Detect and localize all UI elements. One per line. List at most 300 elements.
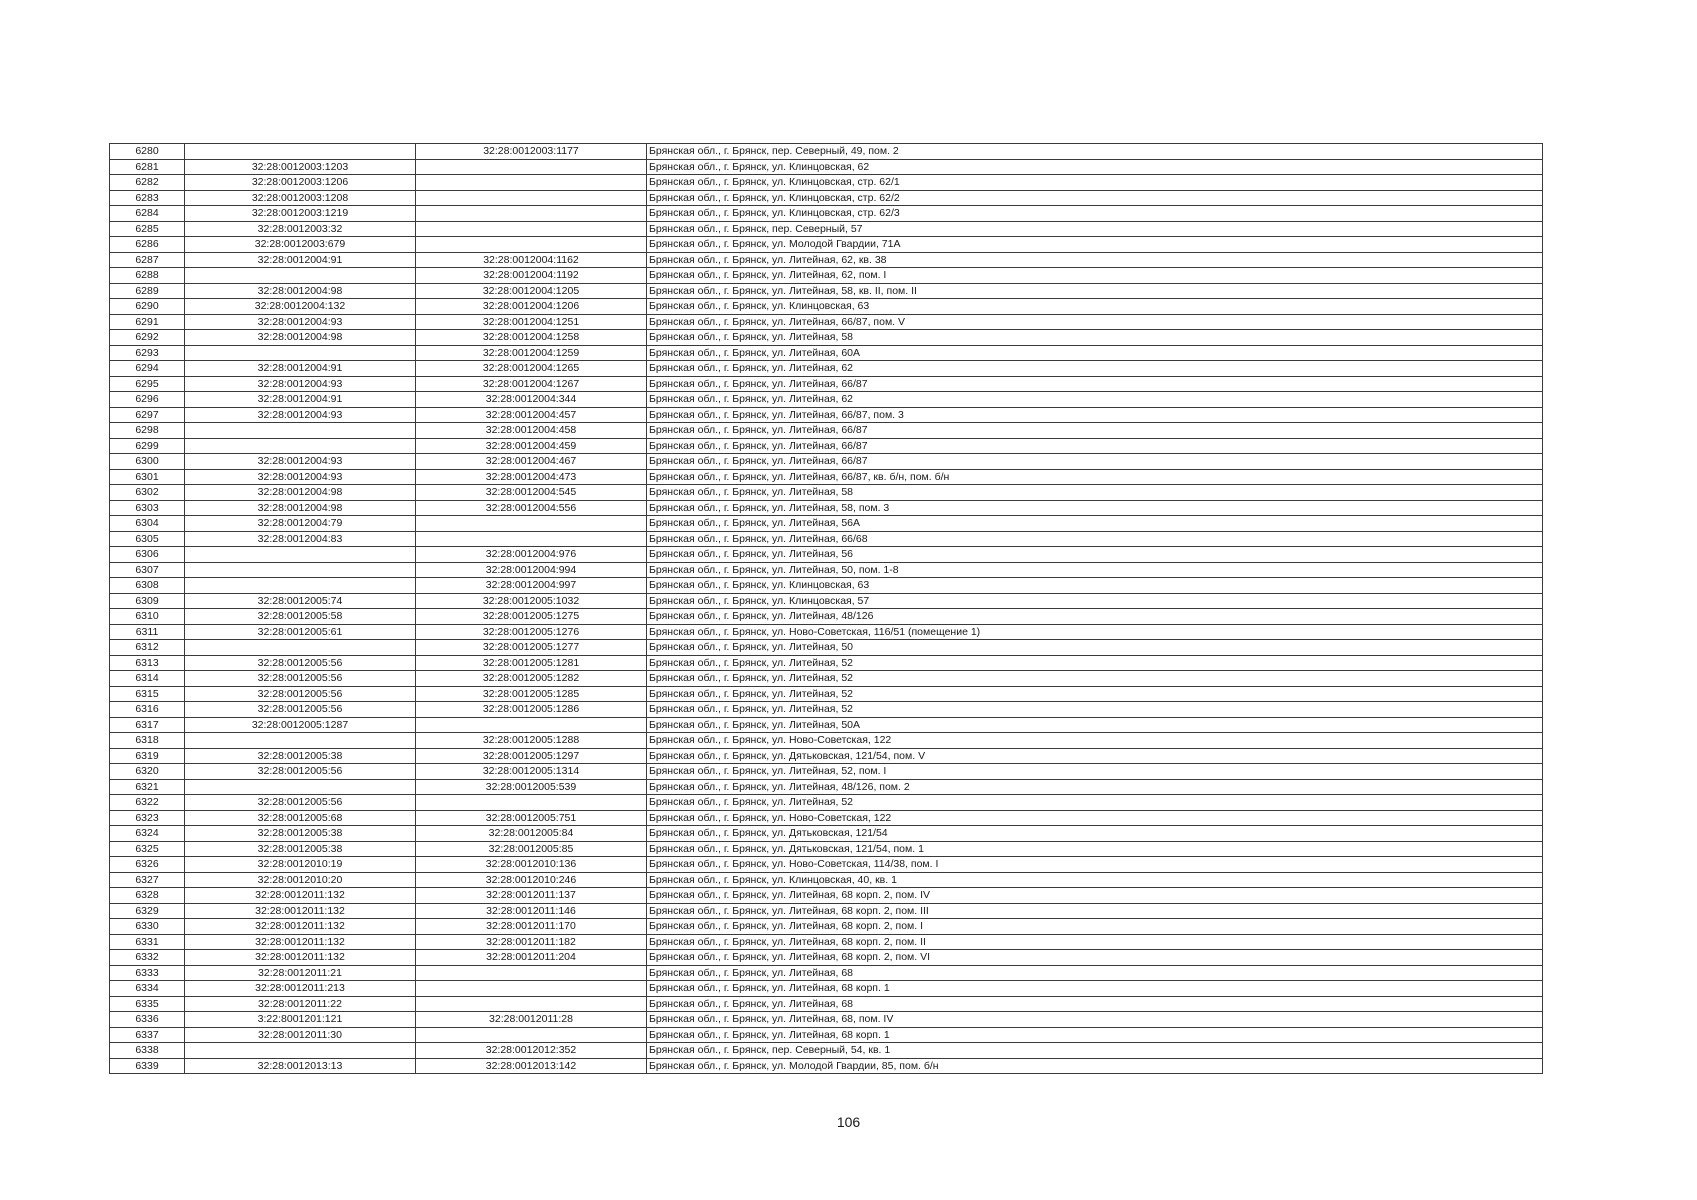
parcel-cadastral-number-cell: 32:28:0012004:91 [185, 361, 416, 377]
address-cell: Брянская обл., г. Брянск, ул. Литейная, 68 корп. 1 [647, 981, 1543, 997]
row-number-cell: 6319 [110, 748, 185, 764]
table-row [110, 516, 1543, 532]
row-number-cell: 6323 [110, 810, 185, 826]
row-number-cell: 6291 [110, 314, 185, 330]
parcel-cadastral-number-cell: 32:28:0012005:56 [185, 671, 416, 687]
table-row [110, 531, 1543, 547]
object-cadastral-number-cell: 32:28:0012011:146 [416, 903, 647, 919]
table-row [110, 872, 1543, 888]
table-row [110, 624, 1543, 640]
table-row [110, 1012, 1543, 1028]
table-row [110, 562, 1543, 578]
table-row [110, 485, 1543, 501]
table-row [110, 175, 1543, 191]
parcel-cadastral-number-cell [185, 1043, 416, 1059]
row-number-cell: 6313 [110, 655, 185, 671]
address-cell: Брянская обл., г. Брянск, пер. Северный, 49, пом. 2 [647, 144, 1543, 160]
object-cadastral-number-cell [416, 159, 647, 175]
row-number-cell: 6335 [110, 996, 185, 1012]
parcel-cadastral-number-cell: 32:28:0012005:1287 [185, 717, 416, 733]
parcel-cadastral-number-cell: 32:28:0012005:58 [185, 609, 416, 625]
table-row [110, 1027, 1543, 1043]
row-number-cell: 6308 [110, 578, 185, 594]
parcel-cadastral-number-cell [185, 733, 416, 749]
address-cell: Брянская обл., г. Брянск, ул. Дятьковская, 121/54 [647, 826, 1543, 842]
object-cadastral-number-cell: 32:28:0012005:85 [416, 841, 647, 857]
object-cadastral-number-cell: 32:28:0012004:976 [416, 547, 647, 563]
table-row [110, 237, 1543, 253]
row-number-cell: 6337 [110, 1027, 185, 1043]
row-number-cell: 6296 [110, 392, 185, 408]
object-cadastral-number-cell: 32:28:0012004:1251 [416, 314, 647, 330]
table-row [110, 283, 1543, 299]
table-row [110, 345, 1543, 361]
row-number-cell: 6310 [110, 609, 185, 625]
table-row [110, 919, 1543, 935]
row-number-cell: 6299 [110, 438, 185, 454]
object-cadastral-number-cell: 32:28:0012004:1258 [416, 330, 647, 346]
row-number-cell: 6300 [110, 454, 185, 470]
address-cell: Брянская обл., г. Брянск, ул. Литейная, 48/126, пом. 2 [647, 779, 1543, 795]
address-cell: Брянская обл., г. Брянск, ул. Литейная, 68 [647, 996, 1543, 1012]
object-cadastral-number-cell [416, 965, 647, 981]
address-cell: Брянская обл., г. Брянск, ул. Литейная, 66/87 [647, 376, 1543, 392]
address-cell: Брянская обл., г. Брянск, ул. Литейная, 52 [647, 655, 1543, 671]
table-row [110, 733, 1543, 749]
row-number-cell: 6315 [110, 686, 185, 702]
object-cadastral-number-cell: 32:28:0012004:459 [416, 438, 647, 454]
row-number-cell: 6309 [110, 593, 185, 609]
row-number-cell: 6289 [110, 283, 185, 299]
parcel-cadastral-number-cell: 32:28:0012013:13 [185, 1058, 416, 1074]
table-row [110, 578, 1543, 594]
object-cadastral-number-cell: 32:28:0012011:28 [416, 1012, 647, 1028]
parcel-cadastral-number-cell: 32:28:0012011:21 [185, 965, 416, 981]
parcel-cadastral-number-cell: 32:28:0012004:93 [185, 314, 416, 330]
parcel-cadastral-number-cell: 32:28:0012004:93 [185, 376, 416, 392]
parcel-cadastral-number-cell: 32:28:0012004:91 [185, 252, 416, 268]
parcel-cadastral-number-cell: 32:28:0012004:98 [185, 500, 416, 516]
table-row [110, 190, 1543, 206]
object-cadastral-number-cell: 32:28:0012005:1297 [416, 748, 647, 764]
parcel-cadastral-number-cell: 32:28:0012010:20 [185, 872, 416, 888]
table-row [110, 547, 1543, 563]
address-cell: Брянская обл., г. Брянск, ул. Литейная, 52, пом. I [647, 764, 1543, 780]
parcel-cadastral-number-cell: 32:28:0012004:79 [185, 516, 416, 532]
address-cell: Брянская обл., г. Брянск, ул. Литейная, 56А [647, 516, 1543, 532]
address-cell: Брянская обл., г. Брянск, ул. Дятьковская, 121/54, пом. V [647, 748, 1543, 764]
row-number-cell: 6294 [110, 361, 185, 377]
row-number-cell: 6290 [110, 299, 185, 315]
parcel-cadastral-number-cell: 32:28:0012005:61 [185, 624, 416, 640]
table-row [110, 1058, 1543, 1074]
parcel-cadastral-number-cell [185, 547, 416, 563]
address-cell: Брянская обл., г. Брянск, ул. Дятьковская, 121/54, пом. 1 [647, 841, 1543, 857]
object-cadastral-number-cell: 32:28:0012010:136 [416, 857, 647, 873]
address-cell: Брянская обл., г. Брянск, ул. Литейная, 58 [647, 485, 1543, 501]
object-cadastral-number-cell [416, 206, 647, 222]
address-cell: Брянская обл., г. Брянск, ул. Ново-Советская, 116/51 (помещение 1) [647, 624, 1543, 640]
row-number-cell: 6326 [110, 857, 185, 873]
address-cell: Брянская обл., г. Брянск, ул. Литейная, 50А [647, 717, 1543, 733]
object-cadastral-number-cell: 32:28:0012005:1288 [416, 733, 647, 749]
object-cadastral-number-cell: 32:28:0012005:751 [416, 810, 647, 826]
address-cell: Брянская обл., г. Брянск, ул. Клинцовская, 40, кв. 1 [647, 872, 1543, 888]
row-number-cell: 6331 [110, 934, 185, 950]
address-cell: Брянская обл., г. Брянск, ул. Литейная, 62 [647, 361, 1543, 377]
row-number-cell: 6338 [110, 1043, 185, 1059]
object-cadastral-number-cell: 32:28:0012005:1286 [416, 702, 647, 718]
table-row [110, 748, 1543, 764]
row-number-cell: 6330 [110, 919, 185, 935]
parcel-cadastral-number-cell [185, 562, 416, 578]
address-cell: Брянская обл., г. Брянск, ул. Клинцовская, стр. 62/2 [647, 190, 1543, 206]
address-cell: Брянская обл., г. Брянск, ул. Литейная, 66/87 [647, 454, 1543, 470]
table-row [110, 392, 1543, 408]
object-cadastral-number-cell: 32:28:0012004:1267 [416, 376, 647, 392]
row-number-cell: 6321 [110, 779, 185, 795]
parcel-cadastral-number-cell: 32:28:0012011:132 [185, 950, 416, 966]
row-number-cell: 6325 [110, 841, 185, 857]
table-row [110, 423, 1543, 439]
parcel-cadastral-number-cell: 32:28:0012005:56 [185, 795, 416, 811]
table-row [110, 903, 1543, 919]
row-number-cell: 6327 [110, 872, 185, 888]
address-cell: Брянская обл., г. Брянск, ул. Литейная, 66/87 [647, 438, 1543, 454]
row-number-cell: 6288 [110, 268, 185, 284]
address-cell: Брянская обл., г. Брянск, ул. Клинцовская, 57 [647, 593, 1543, 609]
address-cell: Брянская обл., г. Брянск, пер. Северный, 57 [647, 221, 1543, 237]
table-row [110, 454, 1543, 470]
table-row [110, 857, 1543, 873]
object-cadastral-number-cell [416, 1027, 647, 1043]
object-cadastral-number-cell: 32:28:0012011:137 [416, 888, 647, 904]
table-row [110, 144, 1543, 160]
table-row [110, 376, 1543, 392]
table-row [110, 686, 1543, 702]
object-cadastral-number-cell: 32:28:0012005:1276 [416, 624, 647, 640]
object-cadastral-number-cell: 32:28:0012011:182 [416, 934, 647, 950]
table-row [110, 934, 1543, 950]
object-cadastral-number-cell: 32:28:0012004:467 [416, 454, 647, 470]
address-cell: Брянская обл., г. Брянск, ул. Ново-Советская, 114/38, пом. I [647, 857, 1543, 873]
row-number-cell: 6283 [110, 190, 185, 206]
object-cadastral-number-cell: 32:28:0012004:457 [416, 407, 647, 423]
address-cell: Брянская обл., г. Брянск, ул. Литейная, 52 [647, 795, 1543, 811]
row-number-cell: 6298 [110, 423, 185, 439]
object-cadastral-number-cell [416, 795, 647, 811]
address-cell: Брянская обл., г. Брянск, ул. Литейная, 68 корп. 2, пом. II [647, 934, 1543, 950]
object-cadastral-number-cell [416, 237, 647, 253]
table-row [110, 159, 1543, 175]
row-number-cell: 6301 [110, 469, 185, 485]
object-cadastral-number-cell: 32:28:0012005:539 [416, 779, 647, 795]
row-number-cell: 6307 [110, 562, 185, 578]
object-cadastral-number-cell: 32:28:0012004:473 [416, 469, 647, 485]
row-number-cell: 6316 [110, 702, 185, 718]
table-row [110, 299, 1543, 315]
row-number-cell: 6336 [110, 1012, 185, 1028]
row-number-cell: 6339 [110, 1058, 185, 1074]
address-cell: Брянская обл., г. Брянск, ул. Молодой Гвардии, 71А [647, 237, 1543, 253]
table-row [110, 268, 1543, 284]
parcel-cadastral-number-cell: 32:28:0012005:38 [185, 826, 416, 842]
table-row [110, 593, 1543, 609]
row-number-cell: 6302 [110, 485, 185, 501]
parcel-cadastral-number-cell: 32:28:0012011:132 [185, 888, 416, 904]
table-row [110, 841, 1543, 857]
parcel-cadastral-number-cell: 32:28:0012004:83 [185, 531, 416, 547]
address-cell: Брянская обл., г. Брянск, ул. Литейная, 52 [647, 702, 1543, 718]
object-cadastral-number-cell: 32:28:0012005:1281 [416, 655, 647, 671]
table-row [110, 206, 1543, 222]
row-number-cell: 6317 [110, 717, 185, 733]
object-cadastral-number-cell [416, 531, 647, 547]
parcel-cadastral-number-cell: 32:28:0012005:38 [185, 841, 416, 857]
table-row [110, 655, 1543, 671]
object-cadastral-number-cell: 32:28:0012004:1206 [416, 299, 647, 315]
address-cell: Брянская обл., г. Брянск, ул. Литейная, 68 корп. 2, пом. VI [647, 950, 1543, 966]
parcel-cadastral-number-cell [185, 779, 416, 795]
cadastral-register-table [109, 143, 1543, 1074]
row-number-cell: 6332 [110, 950, 185, 966]
parcel-cadastral-number-cell: 32:28:0012005:56 [185, 702, 416, 718]
row-number-cell: 6303 [110, 500, 185, 516]
parcel-cadastral-number-cell: 32:28:0012004:93 [185, 469, 416, 485]
address-cell: Брянская обл., г. Брянск, ул. Литейная, 50 [647, 640, 1543, 656]
table-row [110, 779, 1543, 795]
row-number-cell: 6287 [110, 252, 185, 268]
address-cell: Брянская обл., г. Брянск, ул. Литейная, 68 корп. 2, пом. III [647, 903, 1543, 919]
parcel-cadastral-number-cell [185, 268, 416, 284]
table-row [110, 702, 1543, 718]
parcel-cadastral-number-cell: 32:28:0012004:93 [185, 407, 416, 423]
address-cell: Брянская обл., г. Брянск, ул. Литейная, 68 корп. 2, пом. IV [647, 888, 1543, 904]
row-number-cell: 6334 [110, 981, 185, 997]
object-cadastral-number-cell: 32:28:0012005:84 [416, 826, 647, 842]
parcel-cadastral-number-cell: 32:28:0012011:30 [185, 1027, 416, 1043]
row-number-cell: 6281 [110, 159, 185, 175]
address-cell: Брянская обл., г. Брянск, ул. Ново-Советская, 122 [647, 810, 1543, 826]
row-number-cell: 6324 [110, 826, 185, 842]
parcel-cadastral-number-cell: 32:28:0012004:98 [185, 330, 416, 346]
row-number-cell: 6293 [110, 345, 185, 361]
parcel-cadastral-number-cell: 32:28:0012005:56 [185, 764, 416, 780]
table-row [110, 981, 1543, 997]
table-row [110, 795, 1543, 811]
parcel-cadastral-number-cell: 32:28:0012011:132 [185, 934, 416, 950]
row-number-cell: 6285 [110, 221, 185, 237]
object-cadastral-number-cell: 32:28:0012010:246 [416, 872, 647, 888]
table-body [110, 144, 1543, 1074]
table-row [110, 221, 1543, 237]
table-row [110, 764, 1543, 780]
address-cell: Брянская обл., г. Брянск, ул. Литейная, 62, пом. I [647, 268, 1543, 284]
address-cell: Брянская обл., г. Брянск, ул. Клинцовская, 63 [647, 578, 1543, 594]
address-cell: Брянская обл., г. Брянск, ул. Ново-Советская, 122 [647, 733, 1543, 749]
table-row [110, 330, 1543, 346]
address-cell: Брянская обл., г. Брянск, ул. Литейная, 58 [647, 330, 1543, 346]
address-cell: Брянская обл., г. Брянск, ул. Литейная, 58, пом. 3 [647, 500, 1543, 516]
object-cadastral-number-cell: 32:28:0012005:1032 [416, 593, 647, 609]
parcel-cadastral-number-cell: 32:28:0012005:56 [185, 686, 416, 702]
parcel-cadastral-number-cell: 32:28:0012003:1208 [185, 190, 416, 206]
parcel-cadastral-number-cell: 32:28:0012011:132 [185, 919, 416, 935]
address-cell: Брянская обл., г. Брянск, ул. Литейная, 66/87 [647, 423, 1543, 439]
parcel-cadastral-number-cell: 3:22:8001201:121 [185, 1012, 416, 1028]
parcel-cadastral-number-cell: 32:28:0012004:93 [185, 454, 416, 470]
table-row [110, 950, 1543, 966]
address-cell: Брянская обл., г. Брянск, ул. Литейная, 50, пом. 1-8 [647, 562, 1543, 578]
object-cadastral-number-cell: 32:28:0012005:1282 [416, 671, 647, 687]
table-row [110, 640, 1543, 656]
parcel-cadastral-number-cell: 32:28:0012011:213 [185, 981, 416, 997]
object-cadastral-number-cell: 32:28:0012005:1314 [416, 764, 647, 780]
parcel-cadastral-number-cell: 32:28:0012004:91 [185, 392, 416, 408]
object-cadastral-number-cell: 32:28:0012012:352 [416, 1043, 647, 1059]
row-number-cell: 6305 [110, 531, 185, 547]
parcel-cadastral-number-cell: 32:28:0012005:38 [185, 748, 416, 764]
parcel-cadastral-number-cell [185, 640, 416, 656]
row-number-cell: 6328 [110, 888, 185, 904]
address-cell: Брянская обл., г. Брянск, ул. Клинцовская, 62 [647, 159, 1543, 175]
object-cadastral-number-cell: 32:28:0012004:1265 [416, 361, 647, 377]
address-cell: Брянская обл., г. Брянск, ул. Литейная, 56 [647, 547, 1543, 563]
object-cadastral-number-cell: 32:28:0012003:1177 [416, 144, 647, 160]
address-cell: Брянская обл., г. Брянск, пер. Северный, 54, кв. 1 [647, 1043, 1543, 1059]
parcel-cadastral-number-cell: 32:28:0012004:98 [185, 485, 416, 501]
object-cadastral-number-cell: 32:28:0012005:1285 [416, 686, 647, 702]
object-cadastral-number-cell [416, 981, 647, 997]
address-cell: Брянская обл., г. Брянск, ул. Литейная, 62 [647, 392, 1543, 408]
parcel-cadastral-number-cell: 32:28:0012004:98 [185, 283, 416, 299]
table-row [110, 996, 1543, 1012]
parcel-cadastral-number-cell: 32:28:0012003:1206 [185, 175, 416, 191]
address-cell: Брянская обл., г. Брянск, ул. Литейная, 48/126 [647, 609, 1543, 625]
parcel-cadastral-number-cell: 32:28:0012005:56 [185, 655, 416, 671]
row-number-cell: 6284 [110, 206, 185, 222]
table-row [110, 438, 1543, 454]
parcel-cadastral-number-cell: 32:28:0012003:1219 [185, 206, 416, 222]
table-row [110, 671, 1543, 687]
table-row [110, 965, 1543, 981]
parcel-cadastral-number-cell [185, 578, 416, 594]
table-row [110, 826, 1543, 842]
row-number-cell: 6333 [110, 965, 185, 981]
row-number-cell: 6306 [110, 547, 185, 563]
table-row [110, 717, 1543, 733]
address-cell: Брянская обл., г. Брянск, ул. Литейная, 68 [647, 965, 1543, 981]
row-number-cell: 6295 [110, 376, 185, 392]
object-cadastral-number-cell: 32:28:0012004:1162 [416, 252, 647, 268]
object-cadastral-number-cell: 32:28:0012004:556 [416, 500, 647, 516]
parcel-cadastral-number-cell: 32:28:0012003:32 [185, 221, 416, 237]
object-cadastral-number-cell: 32:28:0012011:170 [416, 919, 647, 935]
object-cadastral-number-cell: 32:28:0012004:1192 [416, 268, 647, 284]
table-row [110, 314, 1543, 330]
address-cell: Брянская обл., г. Брянск, ул. Молодой Гвардии, 85, пом. б/н [647, 1058, 1543, 1074]
page-number: 106 [836, 1114, 861, 1130]
object-cadastral-number-cell: 32:28:0012005:1275 [416, 609, 647, 625]
object-cadastral-number-cell [416, 190, 647, 206]
address-cell: Брянская обл., г. Брянск, ул. Литейная, 66/87, пом. 3 [647, 407, 1543, 423]
object-cadastral-number-cell [416, 221, 647, 237]
table-row [110, 469, 1543, 485]
table-row [110, 1043, 1543, 1059]
parcel-cadastral-number-cell: 32:28:0012011:132 [185, 903, 416, 919]
table-row [110, 810, 1543, 826]
row-number-cell: 6297 [110, 407, 185, 423]
object-cadastral-number-cell [416, 175, 647, 191]
parcel-cadastral-number-cell: 32:28:0012011:22 [185, 996, 416, 1012]
parcel-cadastral-number-cell: 32:28:0012005:68 [185, 810, 416, 826]
row-number-cell: 6314 [110, 671, 185, 687]
object-cadastral-number-cell: 32:28:0012004:994 [416, 562, 647, 578]
row-number-cell: 6322 [110, 795, 185, 811]
object-cadastral-number-cell [416, 996, 647, 1012]
table-row [110, 609, 1543, 625]
object-cadastral-number-cell: 32:28:0012004:344 [416, 392, 647, 408]
parcel-cadastral-number-cell: 32:28:0012010:19 [185, 857, 416, 873]
address-cell: Брянская обл., г. Брянск, ул. Литейная, 58, кв. II, пом. II [647, 283, 1543, 299]
object-cadastral-number-cell: 32:28:0012013:142 [416, 1058, 647, 1074]
address-cell: Брянская обл., г. Брянск, ул. Литейная, 66/87, кв. б/н, пом. б/н [647, 469, 1543, 485]
address-cell: Брянская обл., г. Брянск, ул. Литейная, 52 [647, 671, 1543, 687]
parcel-cadastral-number-cell: 32:28:0012004:132 [185, 299, 416, 315]
parcel-cadastral-number-cell [185, 423, 416, 439]
address-cell: Брянская обл., г. Брянск, ул. Клинцовская, стр. 62/3 [647, 206, 1543, 222]
row-number-cell: 6292 [110, 330, 185, 346]
table-row [110, 407, 1543, 423]
object-cadastral-number-cell [416, 516, 647, 532]
table-row [110, 361, 1543, 377]
address-cell: Брянская обл., г. Брянск, ул. Литейная, 68 корп. 1 [647, 1027, 1543, 1043]
row-number-cell: 6286 [110, 237, 185, 253]
object-cadastral-number-cell: 32:28:0012004:458 [416, 423, 647, 439]
object-cadastral-number-cell [416, 717, 647, 733]
row-number-cell: 6311 [110, 624, 185, 640]
table-row [110, 500, 1543, 516]
object-cadastral-number-cell: 32:28:0012004:997 [416, 578, 647, 594]
address-cell: Брянская обл., г. Брянск, ул. Литейная, 62, кв. 38 [647, 252, 1543, 268]
parcel-cadastral-number-cell [185, 144, 416, 160]
row-number-cell: 6329 [110, 903, 185, 919]
object-cadastral-number-cell: 32:28:0012005:1277 [416, 640, 647, 656]
row-number-cell: 6282 [110, 175, 185, 191]
parcel-cadastral-number-cell: 32:28:0012003:1203 [185, 159, 416, 175]
object-cadastral-number-cell: 32:28:0012004:1205 [416, 283, 647, 299]
address-cell: Брянская обл., г. Брянск, ул. Клинцовская, 63 [647, 299, 1543, 315]
address-cell: Брянская обл., г. Брянск, ул. Литейная, 66/68 [647, 531, 1543, 547]
row-number-cell: 6312 [110, 640, 185, 656]
row-number-cell: 6318 [110, 733, 185, 749]
address-cell: Брянская обл., г. Брянск, ул. Литейная, 68 корп. 2, пом. I [647, 919, 1543, 935]
table-row [110, 888, 1543, 904]
address-cell: Брянская обл., г. Брянск, ул. Литейная, 68, пом. IV [647, 1012, 1543, 1028]
object-cadastral-number-cell: 32:28:0012004:545 [416, 485, 647, 501]
address-cell: Брянская обл., г. Брянск, ул. Литейная, 52 [647, 686, 1543, 702]
parcel-cadastral-number-cell: 32:28:0012005:74 [185, 593, 416, 609]
parcel-cadastral-number-cell [185, 438, 416, 454]
table-row [110, 252, 1543, 268]
row-number-cell: 6320 [110, 764, 185, 780]
object-cadastral-number-cell: 32:28:0012004:1259 [416, 345, 647, 361]
row-number-cell: 6280 [110, 144, 185, 160]
parcel-cadastral-number-cell: 32:28:0012003:679 [185, 237, 416, 253]
address-cell: Брянская обл., г. Брянск, ул. Литейная, 66/87, пом. V [647, 314, 1543, 330]
parcel-cadastral-number-cell [185, 345, 416, 361]
address-cell: Брянская обл., г. Брянск, ул. Литейная, 60А [647, 345, 1543, 361]
